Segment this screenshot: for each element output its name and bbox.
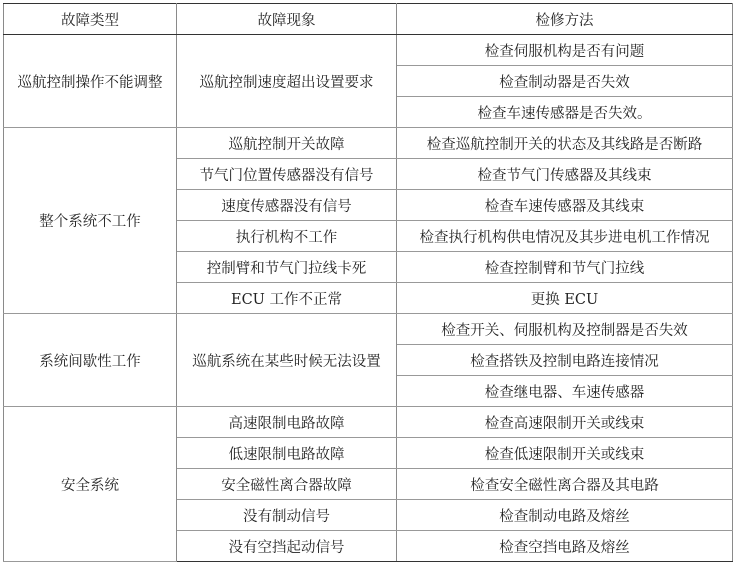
fault-phenomenon-cell: 安全磁性离合器故障 (177, 469, 397, 500)
repair-method-cell: 更换 ECU (397, 283, 733, 314)
repair-method-cell: 检查安全磁性离合器及其电路 (397, 469, 733, 500)
repair-method-cell: 检查执行机构供电情况及其步进电机工作情况 (397, 221, 733, 252)
repair-method-cell: 检查继电器、车速传感器 (397, 376, 733, 407)
repair-method-cell: 检查巡航控制开关的状态及其线路是否断路 (397, 128, 733, 159)
table-row (4, 314, 733, 345)
fault-phenomenon-cell: 低速限制电路故障 (177, 438, 397, 469)
repair-method-cell: 检查车速传感器及其线束 (397, 190, 733, 221)
fault-phenomenon-cell: 巡航控制速度超出设置要求 (177, 35, 397, 128)
fault-phenomenon-cell: 没有空挡起动信号 (177, 531, 397, 562)
fault-phenomenon-cell: 控制臂和节气门拉线卡死 (177, 252, 397, 283)
fault-phenomenon-cell: 速度传感器没有信号 (177, 190, 397, 221)
repair-method-cell: 检查车速传感器是否失效。 (397, 97, 733, 128)
fault-type-cell: 整个系统不工作 (4, 128, 177, 314)
table-row (4, 128, 733, 159)
repair-method-cell: 检查节气门传感器及其线束 (397, 159, 733, 190)
repair-method-cell: 检查开关、伺服机构及控制器是否失效 (397, 314, 733, 345)
table-row (4, 35, 733, 66)
header-fault-type: 故障类型 (4, 4, 177, 35)
repair-method-cell: 检查空挡电路及熔丝 (397, 531, 733, 562)
fault-type-cell: 安全系统 (4, 407, 177, 562)
repair-method-cell: 检查制动电路及熔丝 (397, 500, 733, 531)
header-row (4, 4, 733, 35)
fault-phenomenon-cell: 执行机构不工作 (177, 221, 397, 252)
header-repair-method: 检修方法 (397, 4, 733, 35)
repair-method-cell: 检查控制臂和节气门拉线 (397, 252, 733, 283)
fault-phenomenon-cell: 节气门位置传感器没有信号 (177, 159, 397, 190)
fault-phenomenon-cell: 高速限制电路故障 (177, 407, 397, 438)
fault-phenomenon-cell: 没有制动信号 (177, 500, 397, 531)
fault-table (3, 3, 733, 562)
repair-method-cell: 检查低速限制开关或线束 (397, 438, 733, 469)
repair-method-cell: 检查搭铁及控制电路连接情况 (397, 345, 733, 376)
table-row (4, 407, 733, 438)
fault-type-cell: 系统间歇性工作 (4, 314, 177, 407)
repair-method-cell: 检查制动器是否失效 (397, 66, 733, 97)
fault-phenomenon-cell: ECU 工作不正常 (177, 283, 397, 314)
repair-method-cell: 检查伺服机构是否有问题 (397, 35, 733, 66)
fault-phenomenon-cell: 巡航控制开关故障 (177, 128, 397, 159)
fault-type-cell: 巡航控制操作不能调整 (4, 35, 177, 128)
header-fault-phenomenon: 故障现象 (177, 4, 397, 35)
fault-phenomenon-cell: 巡航系统在某些时候无法设置 (177, 314, 397, 407)
repair-method-cell: 检查高速限制开关或线束 (397, 407, 733, 438)
